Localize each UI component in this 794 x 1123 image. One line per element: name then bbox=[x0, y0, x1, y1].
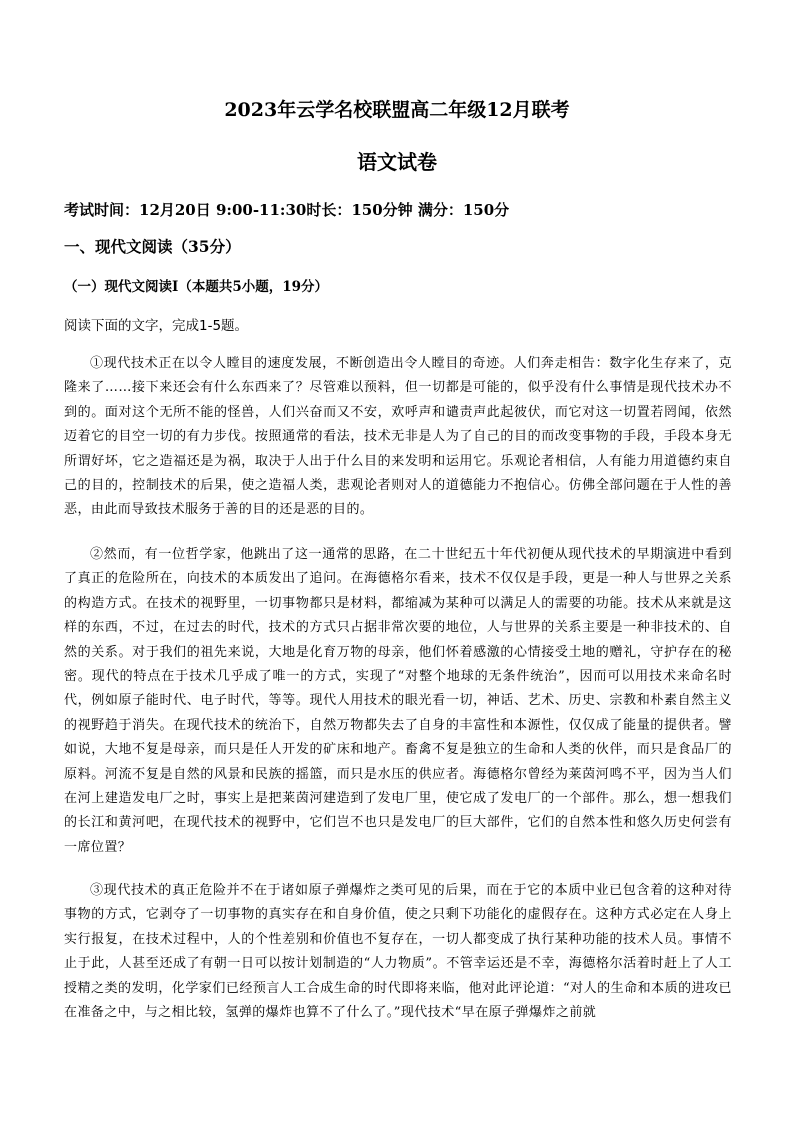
passage-paragraph-3: ③现代技术的真正危险并不在于诸如原子弹爆炸之类可见的后果，而在于它的本质中业已包含着的这种对待事物的方式，它剥夺了一切事物的真实存在和自身价值，使之只剩下功能化的虚假存在。这种方式必定在人身上实行报复，在技术过程中，人的个性差别和价值也不复存在，一切人都变成了执行某种功能的技术人员。事情不止于此，人甚至还成了有朝一日可以按计划制造的“人力物质”。不管幸运还是不幸，海德格尔活着时赶上了人工授精之类的发明，化学家们已经预言人工合成生命的时代即将来临，他对此评论道：“对人的生命和本质的进攻已在准备之中，与之相比较，氢弹的爆炸也算不了什么了。”现代技术“早在原子弹爆炸之前就 bbox=[64, 883, 732, 1021]
exam-info: 考试时间：12月20日 9:00-11:30时长：150分钟 满分：150分 bbox=[64, 201, 510, 219]
exam-title: 2023年云学名校联盟高二年级12月联考 bbox=[224, 99, 570, 121]
section-heading: 一、现代文阅读（35分） bbox=[64, 237, 241, 256]
passage-paragraph-2: ②然而，有一位哲学家，他跳出了这一通常的思路，在二十世纪五十年代初便从现代技术的早期演进中看到了真正的危险所在，向技术的本质发出了追问。在海德格尔看来，技术不仅仅是手段，更是一种人与世界之关系的构造方式。在技术的视野里，一切事物都只是材料，都缩减为某种可以满足人的需要的功能。技术从来就是这样的东西，不过，在过去的时代，技术的方式只占据非常次要的地位，人与世界的关系主要是一种非技术的、自然的关系。对于我们的祖先来说，大地是化育万物的母亲，他们怀着感激的心情接受土地的赠礼，守护存在的秘密。现代的特点在于技术几乎成了唯一的方式，实现了“对整个地球的无条件统治”，因而可以用技术来命名时代，例如原子能时代、电子时代，等等。现代人用技术的眼光看一切，神话、艺术、历史、宗教和朴素自然主义的视野趋于消失。在现代技术的统治下，自然万物都失去了自身的丰富性和本源性，仅仅成了能量的提供者。譬如说，大地不复是母亲，而只是任人开发的矿床和地产。畜禽不复是独立的生命和人类的伙伴，而只是食品厂的原料。河流不复是自然的风景和民族的摇篮，而只是水压的供应者。海德格尔曾经为莱茵河鸣不平，因为当人们在河上建造发电厂之时，事实上是把莱茵河建造到了发电厂里，使它成了发电厂的一个部件。那么，想一想我们的长江和黄河吧，在现代技术的视野中，它们岂不也只是发电厂的巨大部件，它们的自然本性和悠久历史何尝有一席位置？ bbox=[64, 547, 732, 855]
exam-subject-title: 语文试卷 bbox=[357, 150, 437, 174]
passage-paragraph-1: ①现代技术正在以令人瞠目的速度发展，不断创造出令人瞠目的奇迹。人们奔走相告：数字化生存来了，克隆来了……接下来还会有什么东西来了？尽管难以预料，但一切都是可能的，似乎没有什么事情是现代技术办不到的。面对这个无所不能的怪兽，人们兴奋而又不安，欢呼声和谴责声此起彼伏，而它对这一切置若罔闻，依然迈着它的目空一切的有力步伐。按照通常的看法，技术无非是人为了自己的目的而改变事物的手段，手段本身无所谓好坏，它之造福还是为祸，取决于人出于什么目的来发明和运用它。乐观论者相信，人有能力用道德约束自己的目的，控制技术的后果，使之造福人类，悲观论者则对人的道德能力不抱信心。仿佛全部问题在于人性的善恶，由此而导致技术服务于善的目的还是恶的目的。 bbox=[64, 356, 732, 518]
reading-instruction: 阅读下面的文字，完成1-5题。 bbox=[64, 318, 249, 334]
section-subheading: （一）现代文阅读Ⅰ（本题共5小题，19分） bbox=[64, 279, 328, 295]
